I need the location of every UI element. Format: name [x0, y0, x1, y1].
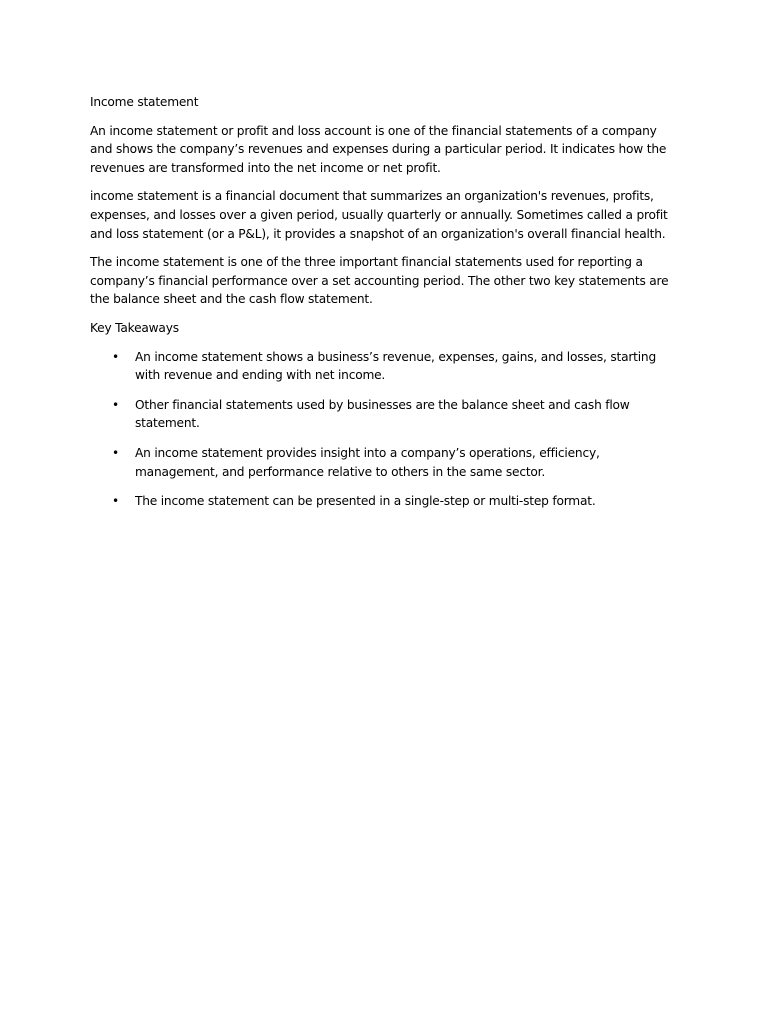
- document-heading: Income statement: [90, 95, 199, 109]
- paragraph-summary: income statement is a financial document that summarizes an organization's revenues, profits, expenses, and losses over a given period, usually quarterly or annually. Sometimes called a profit and loss statement (or a P&L), it provides a snapshot of an organization's overall financial health.: [90, 189, 668, 241]
- list-item-text: An income statement provides insight into a company’s operations, efficiency, management, and performance relative to others in the same sector.: [135, 445, 600, 479]
- key-takeaways-title: Key Takeaways: [90, 320, 179, 335]
- bullet-icon: •: [112, 445, 119, 460]
- list-item: [90, 492, 680, 511]
- bullet-icon: •: [112, 349, 119, 364]
- key-takeaways-list: [90, 348, 680, 511]
- bullet-icon: •: [112, 494, 119, 509]
- list-item: [90, 396, 680, 433]
- list-item-text: Other financial statements used by businesses are the balance sheet and cash flow statement.: [135, 397, 630, 431]
- bullet-icon: •: [112, 397, 119, 412]
- paragraph-definition: An income statement or profit and loss account is one of the financial statements of a company and shows the company’s revenues and expenses during a particular period. It indicates how the revenues are transformed into the net income or net profit.: [90, 123, 667, 175]
- list-item-text: The income statement can be presented in a single-step or multi-step format.: [135, 494, 596, 509]
- paragraph-importance: The income statement is one of the three important financial statements used for reporting a company’s financial performance over a set accounting period. The other two key statements are the balance sheet and the cash flow statement.: [90, 255, 669, 307]
- list-item-text: An income statement shows a business’s revenue, expenses, gains, and losses, starting with revenue and ending with net income.: [135, 349, 656, 383]
- document-body: [90, 93, 680, 522]
- list-item: [90, 444, 680, 481]
- list-item: [90, 348, 680, 385]
